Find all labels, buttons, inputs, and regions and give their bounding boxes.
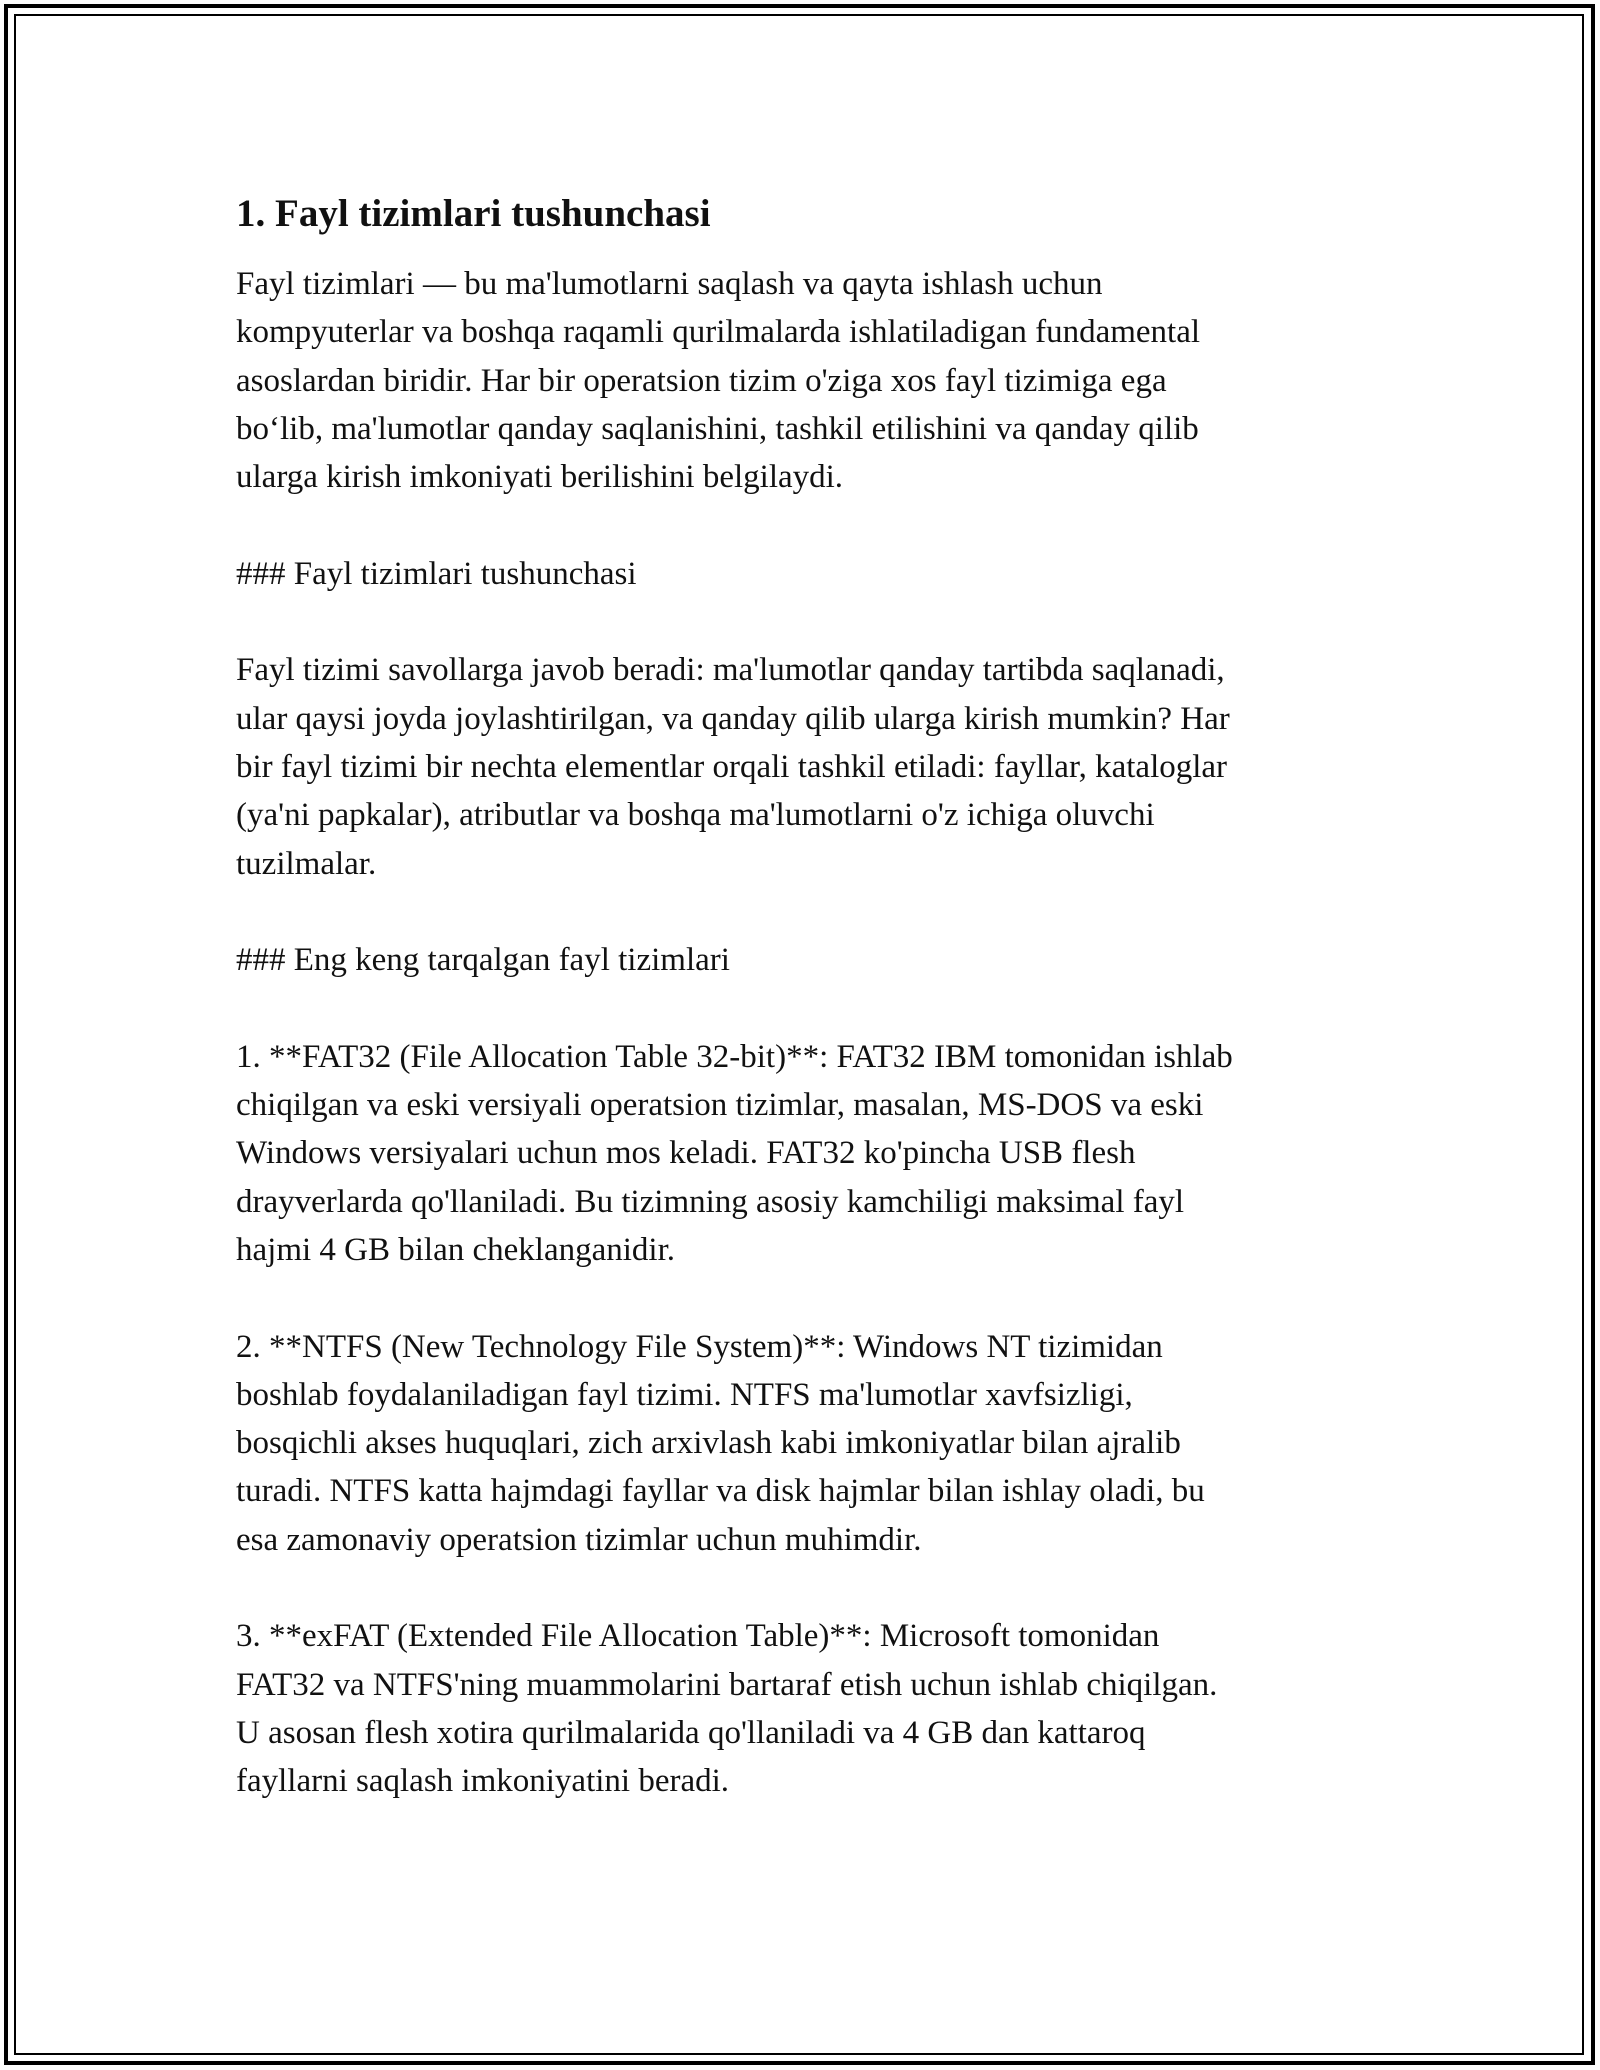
paragraph-spacer [236, 888, 1376, 936]
paragraph-spacer [236, 501, 1376, 549]
list-item-fat32: 1. **FAT32 (File Allocation Table 32-bit)**: FAT32 IBM tomonidan ishlab chiqilgan va eski versiyali operatsion tizimlar, masalan, MS-DOS va eski Windows versiyalari uchun mos keladi. FAT32 ko'pincha USB flesh drayverlarda qo'llaniladi. Bu tizimning asosiy kamchiligi maksimal fayl hajmi 4 GB bilan cheklanganidir. [236, 1038, 1233, 1268]
paragraph-spacer [236, 1274, 1376, 1322]
document-title: 1. Fayl tizimlari tushunchasi [236, 192, 711, 235]
paragraph-spacer [236, 1564, 1376, 1612]
section-heading-common-systems: ### Eng keng tarqalgan fayl tizimlari [236, 942, 730, 979]
list-item-exfat: 3. **exFAT (Extended File Allocation Table)**: Microsoft tomonidan FAT32 va NTFS'ning muammolarini bartaraf etish uchun ishlab chiqilgan. U asosan flesh xotira qurilmalarida qo'llaniladi va 4 GB dan kattaroq fayllarni saqlash imkoniyatini beradi. [236, 1618, 1218, 1800]
list-item-ntfs: 2. **NTFS (New Technology File System)**: Windows NT tizimidan boshlab foydalaniladigan fayl tizimi. NTFS ma'lumotlar xavfsizligi, bosqichli akses huquqlari, zich arxivlash kabi imkoniyatlar bilan ajralib turadi. NTFS katta hajmdagi fayllar va disk hajmlar bilan ishlay oladi, bu esa zamonaviy operatsion tizimlar uchun muhimdir. [236, 1328, 1205, 1558]
intro-paragraph: Fayl tizimlari — bu ma'lumotlarni saqlash va qayta ishlash uchun kompyuterlar va boshqa raqamli qurilmalarda ishlatiladigan fundamental asoslardan biridir. Har bir operatsion tizim o'ziga xos fayl tizimiga ega bo‘lib, ma'lumotlar qanday saqlanishini, tashkil etilishini va qanday qilib ularga kirish imkoniyati berilishini belgilaydi. [236, 266, 1201, 496]
document-body [236, 190, 1376, 1806]
paragraph-spacer [236, 984, 1376, 1032]
section-heading-concept: ### Fayl tizimlari tushunchasi [236, 555, 637, 592]
concept-paragraph: Fayl tizimi savollarga javob beradi: ma'lumotlar qanday tartibda saqlanadi, ular qaysi joyda joylashtirilgan, va qanday qilib ularga kirish mumkin? Har bir fayl tizimi bir nechta elementlar orqali tashkil etiladi: fayllar, kataloglar (ya'ni papkalar), atributlar va boshqa ma'lumotlarni o'z ichiga oluvchi tuzilmalar. [236, 652, 1230, 882]
paragraph-spacer [236, 598, 1376, 646]
